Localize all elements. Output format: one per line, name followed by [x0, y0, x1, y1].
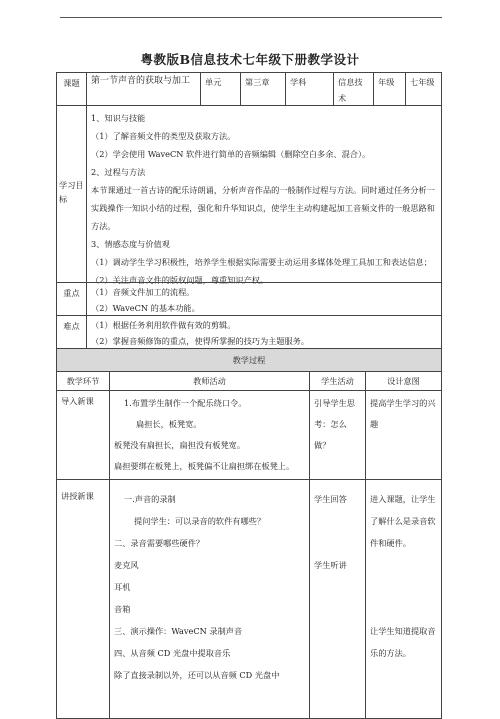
lecture-teacher-line: 除了直接录制以外，还可以从音频 CD 光盘中 — [114, 670, 280, 680]
lecture-teacher-line: 麦克风 — [114, 560, 139, 570]
intro-intent: 提高学生学习的兴趣 — [365, 390, 442, 480]
unit-value: 第三章 — [240, 72, 286, 106]
lecture-teacher-line: 三、演示操作：WaveCN 录制声音 — [114, 626, 243, 636]
objectives-content — [86, 105, 442, 283]
intro-teacher — [109, 390, 310, 480]
lecture-teacher-line: 四、从音频 CD 光盘中提取音乐 — [114, 648, 231, 658]
lecture-teacher — [109, 479, 310, 719]
objectives-label-cell — [56, 105, 87, 283]
difficulties-label: 难点 — [56, 315, 87, 349]
objective-line: （1）了解音频文件的类型及获取方法。 — [91, 131, 236, 141]
process-banner: 教学过程 — [56, 348, 442, 372]
objective-line: （1）调动学生学习积极性，培养学生根据实际需要主动运用多媒体处理工具加工和表达信息； — [91, 257, 432, 267]
objective-line: （2）关注声音文件的版权问题，尊重知识产权。 — [91, 275, 269, 285]
grade-label: 年级 — [373, 72, 406, 106]
lecture-stage: 讲授新课 — [56, 479, 110, 719]
topic-value: 第一节声音的获取与加工 — [86, 72, 201, 106]
topic-label: 课题 — [56, 72, 87, 106]
intro-student: 引导学生思考：怎么做？ — [309, 390, 366, 480]
objectives-label: 学习目标 — [59, 180, 84, 204]
intro-teacher-line: 扁担长，板凳宽。 — [136, 419, 202, 429]
grade-value: 七年级 — [405, 72, 442, 106]
lecture-student-line: 学生听讲 — [314, 560, 347, 570]
intro-teacher-line: 扁担要绑在板凳上，板凳偏不让扁担绑在板凳上。 — [114, 461, 295, 471]
lecture-teacher-line: 提问学生：可以录音的软件有哪些？ — [134, 516, 266, 526]
col-stage: 教学环节 — [56, 371, 110, 391]
lecture-teacher-line: 二、录音需要哪些硬件？ — [114, 538, 205, 548]
header-rule — [60, 17, 442, 18]
lecture-intent-line: 让学生知道提取音乐的方法。 — [370, 626, 436, 658]
unit-label: 单元 — [200, 72, 241, 106]
keypoints-label: 重点 — [56, 282, 87, 316]
lecture-intent — [365, 479, 442, 719]
lecture-teacher-line: 一.声音的录制 — [124, 494, 176, 504]
difficulties-content — [86, 315, 442, 349]
lecture-student-line: 学生回答 — [314, 494, 347, 504]
objective-line: 3、情感态度与价值观 — [91, 239, 170, 249]
difficulty-line: （1）根据任务利用软件做有效的剪辑。 — [91, 320, 236, 330]
objective-line: 2、过程与方法 — [91, 167, 146, 177]
keypoint-line: （1）音频文件加工的流程。 — [91, 287, 195, 297]
keypoint-line: （2）WaveCN 的基本功能。 — [91, 303, 200, 313]
intro-teacher-line: 1.布置学生制作一个配乐绕口令。 — [124, 398, 247, 408]
subject-label: 学科 — [285, 72, 334, 106]
objective-line: （2）学会使用 WaveCN 软件进行简单的音频编辑（删除空白多余、混合）。 — [91, 149, 371, 159]
lecture-teacher-line: 音箱 — [114, 604, 131, 614]
col-teacher: 教师活动 — [109, 371, 310, 391]
lecture-student — [309, 479, 366, 719]
lecture-intent-line: 进入课题，让学生了解什么是录音软件和硬件。 — [370, 494, 436, 548]
keypoints-content — [86, 282, 442, 316]
difficulty-line: （2）掌握音频修饰的重点，使得所掌握的技巧为主题服务。 — [91, 336, 310, 346]
objective-line: 本节课通过一首古诗的配乐诗朗诵，分析声音作品的一般制作过程与方法。同时通过任务分析一实践操作一知识小结的过程，强化和升华知识点，使学生主动构建起加工音频文件的一般思路和方法。 — [91, 185, 435, 231]
subject-value: 信息技术 — [333, 72, 374, 106]
intro-teacher-line: 板凳没有扁担长，扁担没有板凳宽。 — [114, 440, 246, 450]
intro-stage: 导入新课 — [56, 390, 110, 480]
lecture-teacher-line: 耳机 — [114, 582, 131, 592]
page-title: 粤教版B信息技术七年级下册教学设计 — [140, 52, 360, 67]
col-intent: 设计意图 — [365, 371, 442, 391]
objective-line: 1、知识与技能 — [91, 113, 146, 123]
col-student: 学生活动 — [309, 371, 366, 391]
